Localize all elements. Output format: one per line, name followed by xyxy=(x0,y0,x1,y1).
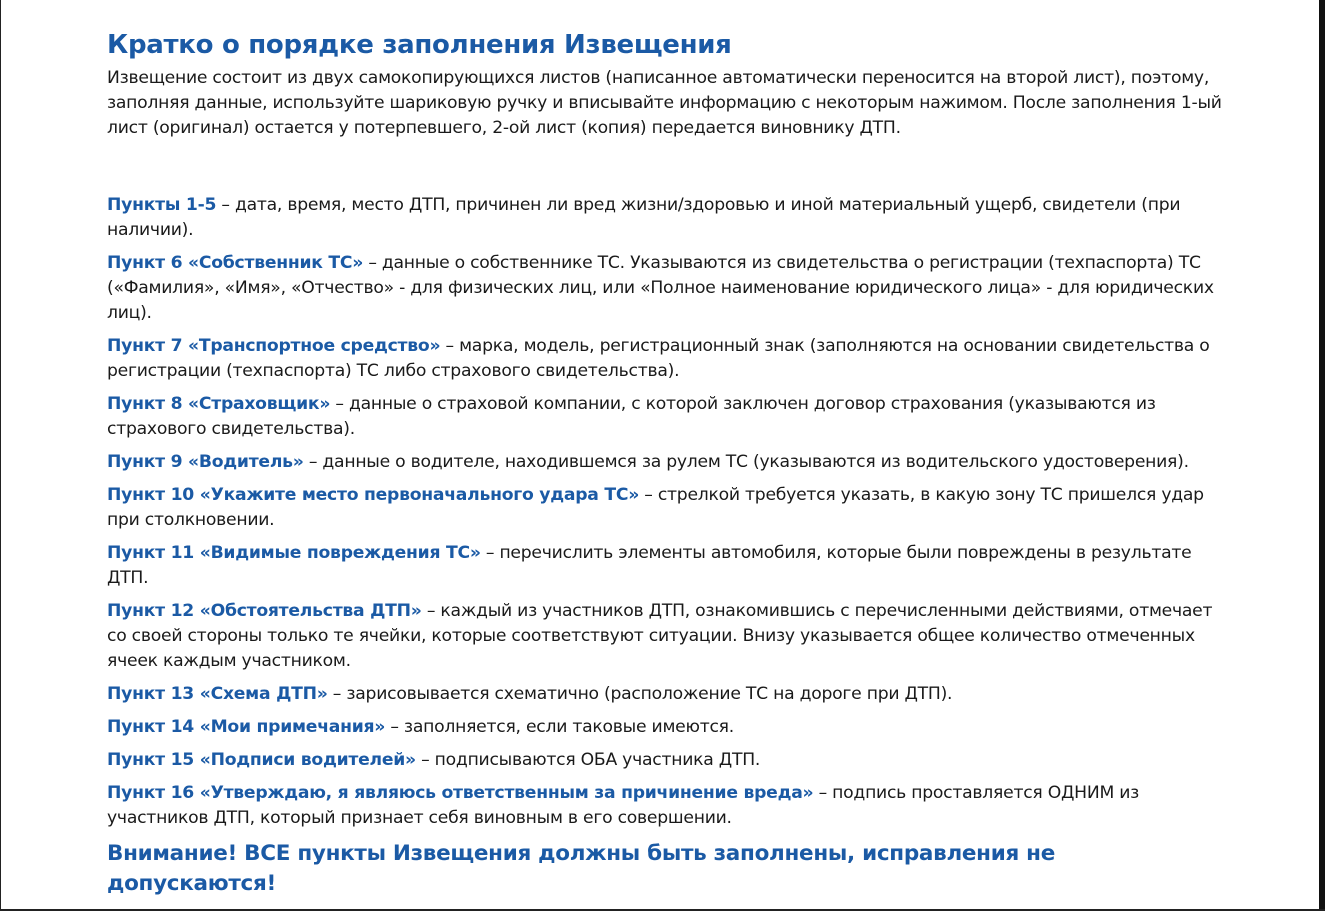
list-item-point-16 xyxy=(107,781,1222,831)
list-item-point-9 xyxy=(107,450,1222,475)
list-item-point-13 xyxy=(107,682,1222,707)
list-item-point-6 xyxy=(107,251,1222,326)
intro-paragraph: Извещение состоит из двух самокопирующихся листов (написанное автоматически переносится на второй лист), поэтому, заполняя данные, используйте шариковую ручку и вписывайте информацию с некоторым нажимом. После заполнения 1-ый лист (оригинал) остается у потерпевшего, 2-ой лист (копия) передается виновнику ДТП. xyxy=(107,68,1222,138)
instructions-list xyxy=(107,193,1222,831)
item-label: Пункт 13 «Схема ДТП» xyxy=(107,684,328,704)
item-text: – подписываются ОБА участника ДТП. xyxy=(415,750,761,770)
document-content xyxy=(107,28,1222,899)
item-text: – зарисовывается схематично (расположение ТС на дороге при ДТП). xyxy=(327,684,953,704)
list-item-point-7 xyxy=(107,334,1222,384)
item-label: Пункт 12 «Обстоятельства ДТП» xyxy=(107,601,422,621)
list-item-point-14 xyxy=(107,715,1222,740)
list-item-point-11 xyxy=(107,541,1222,591)
list-item-point-12 xyxy=(107,599,1222,674)
item-label: Пункт 11 «Видимые повреждения ТС» xyxy=(107,543,481,563)
item-text: – марка, модель, регистрационный знак (заполняются на основании свидетельства о регистрации (техпаспорта) ТС либо страхового свидетельства). xyxy=(107,336,1210,381)
item-text: – подпись проставляется ОДНИМ из участников ДТП, который признает себя виновным в его совершении. xyxy=(107,783,1140,828)
page-title: Кратко о порядке заполнения Извещения xyxy=(107,30,732,60)
item-label: Пункты 1-5 xyxy=(107,195,217,215)
item-label: Пункт 7 «Транспортное средство» xyxy=(107,336,441,356)
item-label: Пункт 16 «Утверждаю, я являюсь ответственным за причинение вреда» xyxy=(107,783,814,803)
page-right-border xyxy=(1319,0,1325,911)
list-item-point-10 xyxy=(107,483,1222,533)
warning-note: Внимание! ВСЕ пункты Извещения должны быть заполнены, исправления не допускаются! xyxy=(107,841,1056,896)
list-item-point-15 xyxy=(107,748,1222,773)
item-label: Пункт 15 «Подписи водителей» xyxy=(107,750,416,770)
item-text: – дата, время, место ДТП, причинен ли вред жизни/здоровью и иной материальный ущерб, свидетели (при наличии). xyxy=(107,195,1181,240)
item-text: – данные о собственнике ТС. Указываются из свидетельства о регистрации (техпаспорта) ТС («Фамилия», «Имя», «Отчество» - для физических лиц, или «Полное наименование юридического лица» - для юридических лиц). xyxy=(107,253,1214,323)
item-text: – данные о водителе, находившемся за рулем ТС (указываются из водительского удостоверения). xyxy=(303,452,1189,472)
page-left-border xyxy=(0,0,1,911)
item-label: Пункт 6 «Собственник ТС» xyxy=(107,253,364,273)
item-text: – каждый из участников ДТП, ознакомившись с перечисленными действиями, отмечает со своей стороны только те ячейки, которые соответствуют ситуации. Внизу указывается общее количество отмеченных ячеек каждым участником. xyxy=(107,601,1213,671)
item-label: Пункт 10 «Укажите место первоначального удара ТС» xyxy=(107,485,640,505)
item-label: Пункт 8 «Страховщик» xyxy=(107,394,331,414)
item-text: – стрелкой требуется указать, в какую зону ТС пришелся удар при столкновении. xyxy=(107,485,1204,530)
item-label: Пункт 14 «Мои примечания» xyxy=(107,717,386,737)
item-label: Пункт 9 «Водитель» xyxy=(107,452,304,472)
item-text: – заполняется, если таковые имеются. xyxy=(385,717,734,737)
item-text: – данные о страховой компании, с которой заключен договор страхования (указываются из страхового свидетельства). xyxy=(107,394,1156,439)
list-item-point-8 xyxy=(107,392,1222,442)
item-text: – перечислить элементы автомобиля, которые были повреждены в результате ДТП. xyxy=(107,543,1192,588)
list-item-points-1-5 xyxy=(107,193,1222,243)
